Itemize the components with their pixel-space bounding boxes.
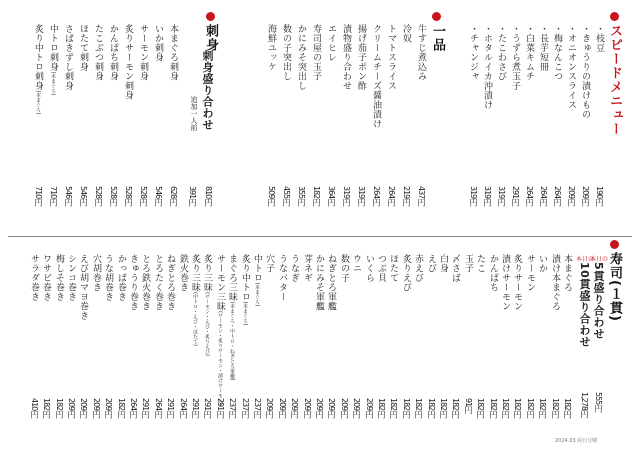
- menu-item-name: ・梅なんこつ: [552, 24, 562, 81]
- menu-item-name: とろたく巻き: [153, 254, 163, 311]
- menu-item-name: かにみそ突出し: [296, 24, 306, 91]
- menu-item-name: 牛すじ煮込み: [416, 24, 426, 81]
- menu-item-name: 炙り三昧(サーモン・えび・炙りえび): [202, 254, 212, 356]
- menu-item-name: ・オニオンスライス: [566, 24, 576, 110]
- menu-item-name: 炙りサーモン刺身: [123, 24, 133, 100]
- menu-item-price: 209円: [340, 398, 349, 418]
- menu-item-note: (サーモン・えび・炙りえび): [204, 292, 210, 356]
- menu-item-price: 264円: [154, 398, 163, 418]
- menu-item-name: 梅しそ巻き: [54, 254, 64, 302]
- sushi-set-name: 10貫盛り合わせ: [578, 262, 591, 348]
- menu-item-name: サーモン三昧(サーモン・炙りサーモン・漬けサーモン): [215, 254, 225, 405]
- menu-item-price: 319円: [497, 186, 506, 206]
- menu-item-name: サーモン刺身: [138, 24, 148, 81]
- menu-item-price: 319円: [357, 186, 366, 206]
- menu-item-price: 264円: [539, 186, 548, 206]
- menu-item-price: 264円: [129, 398, 138, 418]
- menu-item-name: 芽ネギ: [302, 254, 312, 283]
- menu-item-price: 355円: [297, 186, 306, 206]
- menu-item-price: 410円: [30, 398, 39, 418]
- menu-item-price: 528円: [109, 186, 118, 206]
- sushi-title-text: 寿司: [607, 252, 622, 280]
- menu-item-name: うなぎ: [289, 254, 299, 283]
- menu-item-price: 182円: [55, 398, 64, 418]
- menu-item-name: 数の子: [339, 254, 349, 283]
- menu-item-name: かんぱち刺身: [108, 24, 118, 81]
- menu-item-name: 炙りえび: [401, 254, 411, 292]
- menu-item-price: 190円: [595, 186, 604, 206]
- menu-item-price: 209円: [290, 398, 299, 418]
- menu-item-price: 182円: [538, 398, 547, 418]
- menu-item-name: 穴胡巻き: [91, 254, 101, 292]
- menu-item-price: 209円: [79, 398, 88, 418]
- section-marker-icon: [432, 12, 441, 21]
- footer-date: 2024.03 両日月曜: [555, 438, 598, 444]
- menu-item-price: 182円: [377, 398, 386, 418]
- menu-item-name: ・たこわさび: [496, 24, 506, 81]
- menu-item-name: 白身: [438, 254, 448, 273]
- menu-item-name: 本まぐろ刺身: [168, 24, 178, 81]
- menu-item-price: 455円: [282, 186, 291, 206]
- ippin-title: 一品: [430, 24, 445, 52]
- menu-item-price: 209円: [315, 398, 324, 418]
- menu-item-name: 本まぐろ: [562, 254, 572, 292]
- menu-item-price: 291円: [203, 398, 212, 418]
- menu-item-price: 182円: [513, 398, 522, 418]
- menu-item-name: えび胡マヨ巻き: [78, 254, 88, 321]
- menu-item-name: ・ホタルイカ沖漬け: [482, 24, 492, 110]
- menu-item-price: 264円: [179, 398, 188, 418]
- menu-item-name: サーモン: [525, 254, 535, 292]
- menu-item-name: たこぶつ刺身: [93, 24, 103, 81]
- menu-item-name: ウニ: [351, 254, 361, 273]
- menu-item-name: ほたて刺身: [78, 24, 88, 72]
- menu-item-name: 漬け本まぐろ: [550, 254, 560, 311]
- menu-item-price: 182円: [389, 398, 398, 418]
- menu-item-price: 264円: [387, 186, 396, 206]
- menu-item-name: 炙り中トロ(本まぐろ): [240, 254, 250, 326]
- menu-item-price: 182円: [117, 398, 126, 418]
- menu-item-note: (サーモン・炙りサーモン・漬けサーモン): [217, 311, 223, 405]
- menu-item-price: 710円: [49, 186, 58, 206]
- menu-item-price: 182円: [501, 398, 510, 418]
- sashimi-set-title: 刺身盛り合わせ: [201, 50, 214, 131]
- menu-item-price: 291円: [216, 398, 225, 418]
- menu-item-name: ・枝豆: [594, 24, 604, 53]
- menu-item-name: 中トロ刺身(本まぐろ): [48, 24, 58, 96]
- section-divider: [8, 236, 632, 237]
- menu-item-name: ワサビ巻き: [41, 254, 51, 302]
- sashimi-extra-price: 391円: [188, 186, 197, 206]
- sashimi-title: 刺身: [203, 24, 218, 52]
- menu-item-name: 玉子: [463, 254, 473, 273]
- sushi-set-label: 本日の: [576, 256, 595, 263]
- menu-item-name: 寿司屋の玉子: [311, 24, 321, 81]
- menu-item-name: 穴子: [264, 254, 274, 273]
- menu-item-price: 209円: [104, 398, 113, 418]
- menu-item-name: ねぎとろ巻き: [165, 254, 175, 311]
- menu-item-price: 291円: [166, 398, 175, 418]
- menu-item-price: 182円: [42, 398, 51, 418]
- menu-item-price: 628円: [169, 186, 178, 206]
- menu-item-price: 182円: [402, 398, 411, 418]
- menu-item-price: 209円: [581, 186, 590, 206]
- menu-item-name: ・チャンジャ: [468, 24, 478, 81]
- menu-item-price: 710円: [34, 186, 43, 206]
- menu-item-price: 209円: [265, 398, 274, 418]
- menu-item-price: 182円: [312, 186, 321, 206]
- menu-item-price: 264円: [372, 186, 381, 206]
- menu-item-name: いか刺身: [153, 24, 163, 62]
- menu-item-name: たこ: [475, 254, 485, 273]
- menu-item-price: 319円: [483, 186, 492, 206]
- menu-item-name: ねぎとろ軍艦: [326, 254, 336, 311]
- menu-item-name: ・白菜キムチ: [524, 24, 534, 81]
- menu-item-price: 437円: [417, 186, 426, 206]
- menu-item-price: 182円: [526, 398, 535, 418]
- menu-item-price: 182円: [451, 398, 460, 418]
- menu-item-note: (本まぐろ): [50, 71, 56, 96]
- menu-item-name: サラダ巻き: [29, 254, 39, 302]
- menu-item-price: 209円: [352, 398, 361, 418]
- sushi-set-price: 555円: [594, 392, 603, 412]
- section-marker-icon: [610, 240, 619, 249]
- menu-item-name: さばきずし刺身: [63, 24, 73, 91]
- menu-item-name: 漬けサーモン: [500, 254, 510, 311]
- menu-item-name: いくら: [364, 254, 374, 283]
- menu-item-name: うな胡巻き: [103, 254, 113, 302]
- menu-item-name: シンコ巻き: [66, 254, 76, 302]
- menu-item-price: 209円: [327, 398, 336, 418]
- menu-item-price: 182円: [439, 398, 448, 418]
- menu-item-price: 91円: [464, 398, 473, 414]
- menu-item-price: 209円: [92, 398, 101, 418]
- menu-item-price: 509円: [267, 186, 276, 206]
- menu-item-name: 赤えび: [413, 254, 423, 283]
- menu-item-price: 237円: [228, 398, 237, 418]
- menu-item-name: 中トロ(本まぐろ): [252, 254, 262, 307]
- menu-item-name: 数の子突出し: [281, 24, 291, 81]
- menu-item-name: クリームチーズ醤油漬け: [371, 24, 381, 129]
- menu-item-name: エイヒレ: [326, 24, 336, 62]
- menu-item-price: 237円: [241, 398, 250, 418]
- menu-item-note: (本まぐろ・中トロ・ねぎとろ軍艦): [229, 301, 235, 381]
- sashimi-extra-label: 追加一人前: [190, 96, 198, 131]
- sushi-title: [607, 252, 621, 322]
- sushi-set-price: 1,278円: [580, 392, 589, 417]
- menu-item-price: 209円: [303, 398, 312, 418]
- menu-item-name: トマトスライス: [386, 24, 396, 91]
- menu-item-price: 319円: [342, 186, 351, 206]
- menu-item-name: きゅうり巻き: [128, 254, 138, 311]
- menu-item-name: 炙りサーモン: [512, 254, 522, 311]
- menu-item-name: かんぱち: [488, 254, 498, 292]
- menu-item-note: (中トロ・えび・ほたて): [192, 292, 198, 346]
- menu-item-price: 237円: [253, 398, 262, 418]
- menu-item-price: 291円: [191, 398, 200, 418]
- sushi-set-label: 本日の: [590, 256, 609, 263]
- menu-item-name: 冷奴: [401, 24, 411, 43]
- menu-item-price: 264円: [553, 186, 562, 206]
- menu-item-name: かにみそ軍艦: [314, 254, 324, 311]
- menu-item-price: 182円: [489, 398, 498, 418]
- menu-item-name: 漬物盛り合わせ: [341, 24, 351, 91]
- menu-item-price: 182円: [427, 398, 436, 418]
- sushi-set-name: 5貫盛り合わせ: [592, 262, 605, 340]
- menu-item-name: えび: [426, 254, 436, 273]
- menu-item-price: 209円: [567, 186, 576, 206]
- menu-item-price: 546円: [154, 186, 163, 206]
- menu-item-price: 528円: [139, 186, 148, 206]
- menu-item-name: ・きゅうりの漬けもの: [580, 24, 590, 119]
- menu-item-price: 182円: [414, 398, 423, 418]
- menu-item-name: かっぱ巻き: [116, 254, 126, 302]
- menu-item-name: 揚げ茄子ポン酢: [356, 24, 366, 91]
- menu-item-name: 炙り三昧(中トロ・えび・ほたて): [190, 254, 200, 346]
- menu-item-price: 364円: [327, 186, 336, 206]
- menu-item-name: 鉄火巻き: [178, 254, 188, 292]
- sushi-unit: (１貫): [607, 280, 622, 322]
- menu-item-price: 528円: [94, 186, 103, 206]
- menu-item-price: 319円: [469, 186, 478, 206]
- menu-item-name: ・うずら煮玉子: [510, 24, 520, 91]
- speed-menu-title: スピードメニュー: [607, 24, 622, 136]
- menu-item-name: うなバター: [277, 254, 287, 302]
- menu-item-name: いか: [537, 254, 547, 273]
- menu-item-price: 209円: [365, 398, 374, 418]
- menu-item-name: 炙り中トロ刺身(本まぐろ): [33, 24, 43, 115]
- menu-item-name: ほたて: [388, 254, 398, 283]
- menu-item-name: つぶ貝: [376, 254, 386, 283]
- menu-item-note: (本まぐろ): [242, 301, 248, 326]
- menu-item-name: まぐろ三昧(本まぐろ・中トロ・ねぎとろ軍艦): [227, 254, 237, 381]
- menu-item-name: ・長芋短冊: [538, 24, 548, 72]
- menu-item-note: (本まぐろ): [254, 282, 260, 307]
- menu-item-price: 219円: [402, 186, 411, 206]
- menu-item-price: 291円: [511, 186, 520, 206]
- section-marker-icon: [206, 12, 215, 21]
- menu-item-price: 182円: [563, 398, 572, 418]
- menu-item-price: 546円: [79, 186, 88, 206]
- menu-item-price: 546円: [64, 186, 73, 206]
- menu-item-price: 182円: [551, 398, 560, 418]
- menu-item-name: とろ鉄火巻き: [140, 254, 150, 311]
- sashimi-set-price: 810円: [204, 186, 213, 206]
- section-marker-icon: [610, 12, 619, 21]
- menu-item-name: 〆さば: [450, 254, 460, 283]
- menu-item-price: 291円: [141, 398, 150, 418]
- menu-item-name: 海鮮ユッケ: [266, 24, 276, 72]
- menu-item-note: (本まぐろ): [35, 90, 41, 115]
- menu-item-price: 182円: [476, 398, 485, 418]
- menu-item-price: 264円: [525, 186, 534, 206]
- menu-item-price: 209円: [278, 398, 287, 418]
- menu-item-price: 528円: [124, 186, 133, 206]
- menu-item-price: 209円: [67, 398, 76, 418]
